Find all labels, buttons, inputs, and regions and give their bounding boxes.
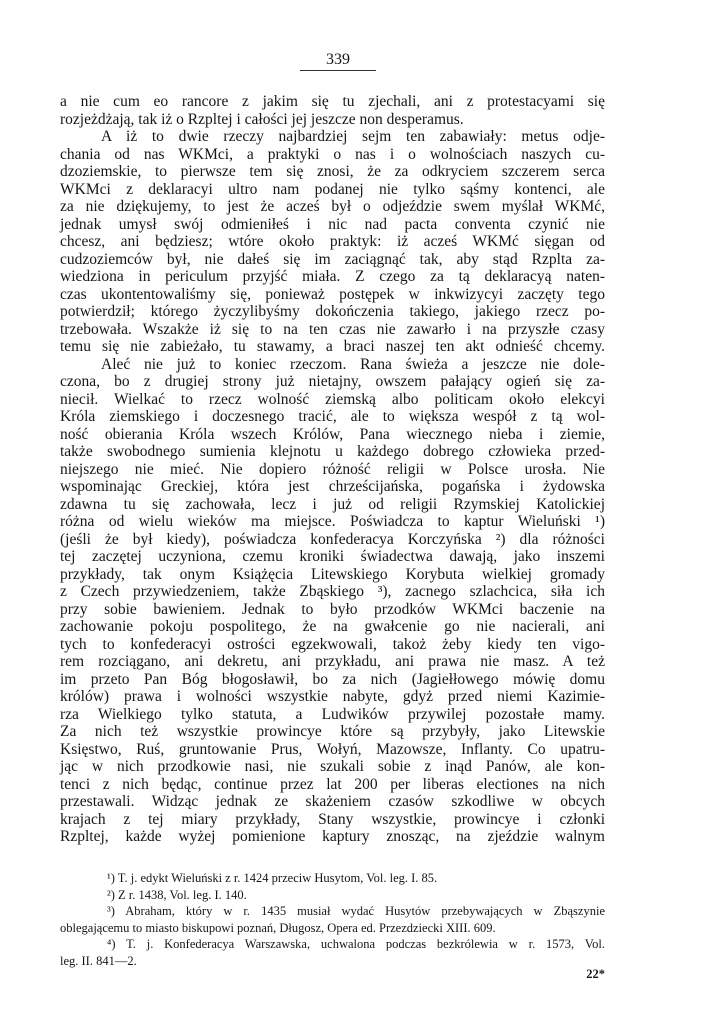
text-line: z Czech przywiedzeniem, także Zbąskiego ³), zacnego szlachcica, siła ich: [60, 583, 605, 600]
text-line: przykłady, tak onym Książęcia Litewskiego Korybuta wielkiej gromady: [60, 565, 605, 583]
text-line: chania od nas WKMci, a praktyki o nas i o wolnościach naszych cu-: [60, 145, 605, 163]
text-line: różna od wielu wieków ma miejsce. Poświadcza to kaptur Wieluński ¹): [60, 513, 605, 530]
text-line: czas ukontentowaliśmy się, ponieważ postępek w inkwizycyi zaczęty tego: [60, 285, 605, 303]
text-line: (jeśli że był kiedy), poświadcza konfederacya Korczyńska ²) dla różności: [60, 530, 605, 548]
text-line: jąc w nich przodkowie nasi, nie szukali sobie z inąd Panów, ale kon-: [60, 758, 605, 775]
text-line: niejszego nie mieć. Nie dopiero różność religii w Polsce urosła. Nie: [60, 460, 605, 478]
text-line: WKMci z deklaracyi ultro nam podanej nie tylko sąśmy kontenci, ale: [60, 180, 605, 198]
text-line: tenci z nich będąc, continue przez lat 200 per liberas electiones na nich: [60, 775, 605, 793]
text-line: jednak umysł swój odmieniłeś i nic nad pacta conventa czynić nie: [60, 215, 605, 233]
footnote-line: ¹) T. j. edykt Wieluński z r. 1424 przeciw Husytom, Vol. leg. I. 85.: [107, 871, 438, 885]
text-line: cudzoziemców był, nie dałeś się im zaciągnąć tak, aby stąd Rzplta za-: [60, 250, 605, 268]
text-line: Króla ziemskiego i doczesnego tracić, ale to większa wespół z tą wol-: [60, 408, 605, 425]
text-line: rozjeżdżają, tak iż o Rzpltej i całości jej jeszcze non desperamus.: [60, 110, 464, 128]
text-line: temu się nie zabieżało, tu stawamy, a braci naszej ten akt odnieść chcemy.: [60, 338, 605, 355]
text-line: wspominając Greckiej, która jest chrześcijańska, pogańska i żydowska: [60, 478, 605, 495]
signature-mark: 22*: [586, 967, 605, 981]
text-line: niecił. Wielkać to rzecz wolność ziemską albo politicam około elekcyi: [60, 390, 605, 408]
text-line: Aleć nie już to koniec rzeczom. Rana świeża a jeszcze nie dole-: [101, 355, 605, 373]
text-line: ność obierania Króla wszech Królów, Pana wiecznego nieba i ziemie,: [60, 425, 605, 443]
text-line: dzoziemskie, to pierwsze tem się znosi, że za odkryciem szczerem serca: [60, 163, 605, 180]
text-line: wiedziona in periculum przyjść miała. Z czego za tą deklaracyą naten-: [60, 268, 605, 285]
footnote-line: ³) Abraham, który w r. 1435 musiał wydać Husytów przebywających w Zbąszynie: [107, 904, 605, 918]
text-line: czona, bo z drugiej strony już nietajny, owszem pałający ogień się za-: [60, 373, 605, 390]
text-line: Za nich też wszystkie prowincye które są przybyły, jako Litewskie: [60, 723, 605, 740]
footnote-line: leg. II. 841—2.: [60, 953, 137, 968]
text-line: a nie cum eo rancore z jakim się tu zjechali, ani z protestacyami się: [60, 93, 605, 110]
footnote-line: ⁴) T. j. Konfederacya Warszawska, uchwalona podczas bezkrólewia w r. 1573, Vol.: [107, 937, 605, 951]
text-line: potwierdził; którego życzylibyśmy dokończenia takiego, jakiego rzecz po-: [60, 303, 605, 320]
text-line: tej zaczętej uczyniona, czemu kroniki świadectwa dawają, jako inszemi: [60, 548, 605, 565]
text-line: A iż to dwie rzeczy najbardziej sejm ten zabawiały: metus odje-: [101, 128, 605, 145]
text-line: im przeto Pan Bóg błogosławił, bo za nich (Jagiełłowego mówię domu: [60, 670, 605, 688]
text-line: tych to konfederacyi ostrości egzekwowali, takoż żeby kiedy ten vigo-: [60, 635, 605, 653]
text-line: chcesz, ani będziesz; wtóre około praktyk: iż acześ WKMć sięgan od: [60, 233, 605, 250]
text-line: Rzpltej, każde wyżej pomienione kaptury znosząc, na zjeździe walnym: [60, 828, 605, 845]
page-number: 339: [300, 50, 376, 71]
text-line: zachowanie pokoju pospolitego, że na gwałcenie go nie nacierali, ani: [60, 618, 605, 635]
text-line: krajach z tej miary przykłady, Stany wszystkie, prowincye i członki: [60, 810, 605, 828]
text-line: za nie dziękujemy, to jest że acześ był o odjeździe swem myślał WKMć,: [60, 198, 605, 215]
text-line: zdawna tu się zachowała, lecz i już od religii Rzymskiej Katolickiej: [60, 495, 605, 513]
text-line: królów) prawa i wolności wszystkie nabyte, gdyż przed niemi Kazimie-: [60, 688, 605, 705]
text-line: Księstwo, Ruś, gruntowanie Prus, Wołyń, Mazowsze, Inflanty. Co upatru-: [60, 740, 605, 758]
footnote-line: ²) Z r. 1438, Vol. leg. I. 140.: [107, 887, 247, 902]
text-line: przy sobie bawieniem. Jednak to było przodków WKMci baczenie na: [60, 600, 605, 618]
footnote-line: oblegającemu to miasto biskupowi poznań, Długosz, Opera ed. Przezdziecki XIII. 609.: [60, 920, 496, 935]
text-line: rza Wielkiego tylko statuta, a Ludwików przywilej pozostałe mamy.: [60, 705, 605, 723]
text-line: trzebowała. Wszakże iż się to na ten czas nie zawarło i na przyszłe czasy: [60, 320, 605, 338]
text-line: także swobodnego sumienia klejnotu u każdego dobrego człowieka przed-: [60, 443, 605, 460]
text-line: przestawali. Widząc jednak ze skażeniem czasów szkodliwe w obcych: [60, 793, 605, 810]
text-line: rem rozciągano, ani dekretu, ani przykładu, ani prawa nie masz. A też: [60, 653, 605, 670]
